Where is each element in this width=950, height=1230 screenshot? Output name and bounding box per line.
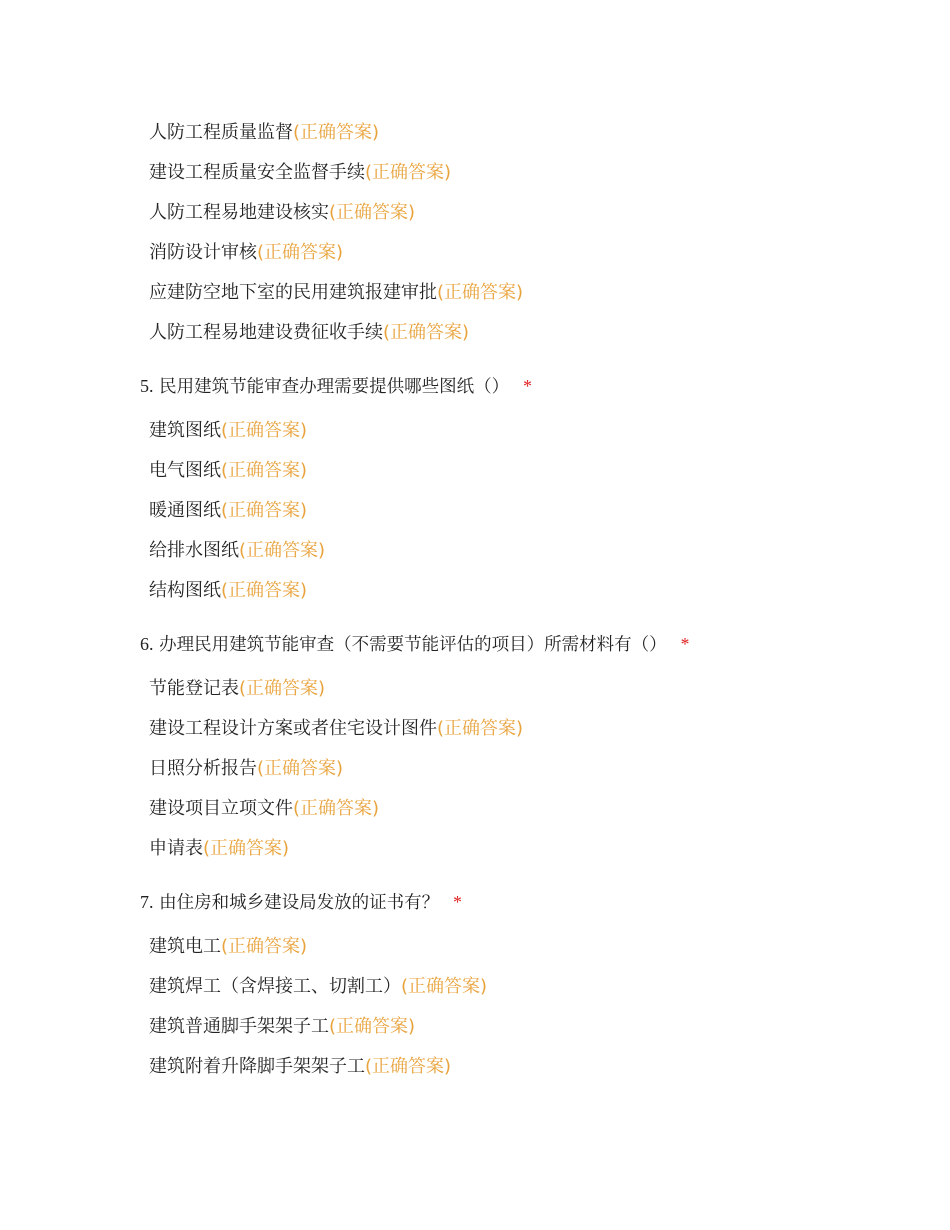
answer-option: [149, 276, 950, 316]
answer-option: [149, 1050, 950, 1090]
correct-answer-tag: (正确答案): [239, 540, 326, 561]
option-label: 申请表: [149, 838, 203, 859]
correct-answer-tag: (正确答案): [221, 936, 308, 957]
answer-option: [149, 494, 950, 534]
answer-option: [149, 712, 950, 752]
answer-option: [149, 752, 950, 792]
option-label: 建设工程设计方案或者住宅设计图件: [149, 718, 437, 739]
question-text: 民用建筑节能审查办理需要提供哪些图纸（）: [159, 377, 510, 397]
option-label: 日照分析报告: [149, 758, 257, 779]
answer-option: [149, 116, 950, 156]
answer-option: [149, 1010, 950, 1050]
correct-answer-tag: (正确答案): [257, 242, 344, 263]
correct-answer-tag: (正确答案): [329, 1016, 416, 1037]
answer-option: [149, 792, 950, 832]
option-label: 建筑焊工（含焊接工、切割工）: [149, 976, 401, 997]
correct-answer-tag: (正确答案): [221, 420, 308, 441]
question-list: [0, 116, 950, 1090]
answer-option: [149, 454, 950, 494]
option-label: 应建防空地下室的民用建筑报建审批: [149, 282, 437, 303]
correct-answer-tag: (正确答案): [437, 282, 524, 303]
correct-answer-tag: (正确答案): [221, 460, 308, 481]
option-label: 建筑普通脚手架架子工: [149, 1016, 329, 1037]
correct-answer-tag: (正确答案): [383, 322, 470, 343]
answer-option: [149, 534, 950, 574]
answer-option: [149, 316, 950, 356]
required-asterisk: *: [680, 634, 690, 654]
correct-answer-tag: (正确答案): [365, 162, 452, 183]
option-label: 建设项目立项文件: [149, 798, 293, 819]
option-label: 建筑电工: [149, 936, 221, 957]
answer-option: [149, 672, 950, 712]
option-label: 暖通图纸: [149, 500, 221, 521]
required-asterisk: *: [453, 892, 462, 912]
question-title: [140, 878, 950, 930]
option-label: 建设工程质量安全监督手续: [149, 162, 365, 183]
correct-answer-tag: (正确答案): [293, 122, 380, 143]
correct-answer-tag: (正确答案): [293, 798, 380, 819]
answer-option: [149, 156, 950, 196]
answer-option: [149, 574, 950, 614]
correct-answer-tag: (正确答案): [437, 718, 524, 739]
correct-answer-tag: (正确答案): [221, 500, 308, 521]
answer-option: [149, 970, 950, 1010]
question-title: [140, 362, 950, 414]
option-label: 电气图纸: [149, 460, 221, 481]
question-number: 5.: [140, 376, 154, 396]
option-label: 人防工程易地建设核实: [149, 202, 329, 223]
option-label: 人防工程易地建设费征收手续: [149, 322, 383, 343]
answer-option: [149, 236, 950, 276]
option-label: 给排水图纸: [149, 540, 239, 561]
question-text: 办理民用建筑节能审查（不需要节能评估的项目）所需材料有（）: [159, 635, 667, 655]
option-label: 建筑附着升降脚手架架子工: [149, 1056, 365, 1077]
option-label: 建筑图纸: [149, 420, 221, 441]
required-asterisk: *: [523, 376, 532, 396]
option-label: 节能登记表: [149, 678, 239, 699]
option-label: 消防设计审核: [149, 242, 257, 263]
correct-answer-tag: (正确答案): [203, 838, 290, 859]
question-number: 7.: [140, 892, 154, 912]
correct-answer-tag: (正确答案): [365, 1056, 452, 1077]
correct-answer-tag: (正确答案): [401, 976, 488, 997]
question-title: [140, 620, 950, 672]
answer-option: [149, 196, 950, 236]
question-number: 6.: [140, 634, 154, 654]
question-text: 由住房和城乡建设局发放的证书有？: [159, 893, 440, 913]
option-label: 人防工程质量监督: [149, 122, 293, 143]
correct-answer-tag: (正确答案): [239, 678, 326, 699]
option-label: 结构图纸: [149, 580, 221, 601]
answer-option: [149, 414, 950, 454]
correct-answer-tag: (正确答案): [329, 202, 416, 223]
correct-answer-tag: (正确答案): [221, 580, 308, 601]
answer-option: [149, 930, 950, 970]
correct-answer-tag: (正确答案): [257, 758, 344, 779]
answer-option: [149, 832, 950, 872]
